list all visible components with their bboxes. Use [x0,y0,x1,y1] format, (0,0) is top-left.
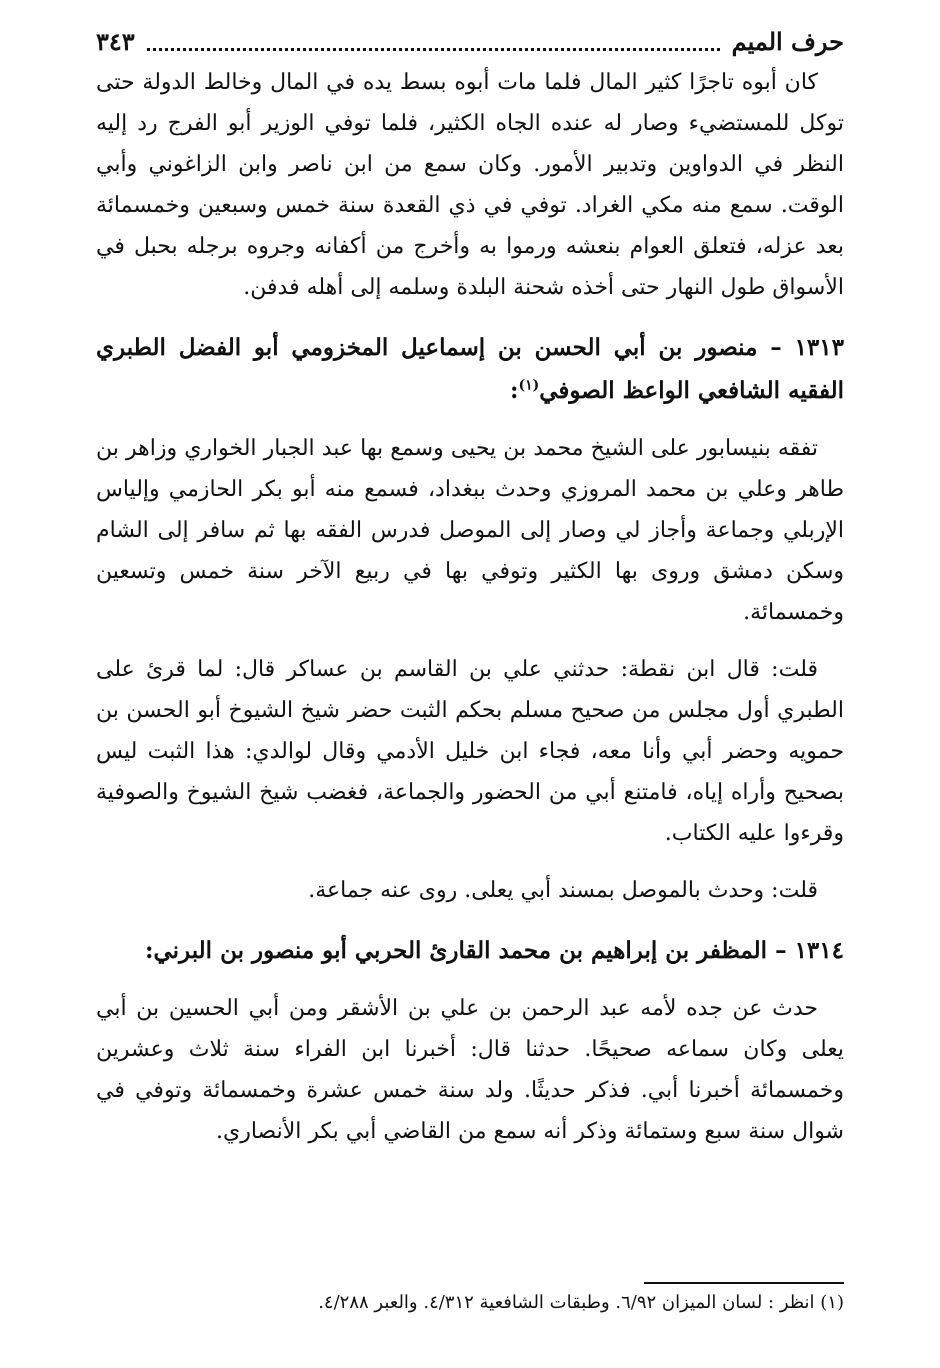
header-leader-dots [147,34,720,51]
footnote: (١) انظر : لسان الميزان ٦/٩٢. وطبقات الشافعية ٤/٣١٢. والعبر ٤/٢٨٨. [318,1292,844,1313]
page-number: ٣٤٣ [96,27,135,56]
entry-1313-title [96,326,844,412]
intro-paragraph: كان أبوه تاجرًا كثير المال فلما مات أبوه بسط يده في المال وخالط الدولة حتى توكل للمستضيء وصار له عنده الجاه الكثير، فلما توفي الوزير أبو الفرج رد إليه النظر في الدواوين وتدبير الأمور. وكان سمع من ابن ناصر وابن الزاغوني وأبي الوقت. سمع منه مكي الغراد. توفي في ذي القعدة سنة خمس وسبعين وخمسمائة بعد عزله، فتعلق العوام بنعشه ورموا به وأخرج من أكفانه وجروه برجله بحبل في الأسواق طول النهار حتى أخذه شحنة البلدة وسلمه إلى أهله فدفن. [96,70,844,300]
entry-1313-title-text: ١٣١٣ – منصور بن أبي الحسن بن إسماعيل المخزومي أبو الفضل الطبري الفقيه الشافعي الواعظ الصوفي [96,334,844,404]
entry-1313-paragraph-1: تفقه بنيسابور على الشيخ محمد بن يحيى وسمع بها عبد الجبار الخواري وزاهر بن طاهر وعلي بن محمد المروزي وحدث ببغداد، فسمع منه أبو بكر الحازمي وإلياس الإربلي وجماعة وأجاز لي وصار إلى الموصل فدرس الفقه بها ثم سافر إلى الشام وسكن دمشق وروى بها الكثير وتوفي بها في ربيع الآخر سنة خمس وتسعين وخمسمائة. [96,436,844,625]
entry-1314-paragraph-1: حدث عن جده لأمه عبد الرحمن بن علي بن الأشقر ومن أبي الحسين بن أبي يعلى وكان سماعه صحيحًا. حدثنا قال: أخبرنا ابن الفراء سنة ثلاث وعشرين وخمسمائة أخبرنا أبي. فذكر حديثًا. ولد سنة خمس عشرة وخمسمائة وتوفي في شوال سنة سبع وستمائة وذكر أنه سمع من القاضي أبي بكر الأنصاري. [96,996,844,1144]
entry-1313-title-colon: : [509,377,519,404]
chapter-title: حرف الميم [731,27,844,56]
entry-1313-paragraph-3: قلت: وحدث بالموصل بمسند أبي يعلى. روى عنه جماعة. [308,878,818,903]
entry-1314-title: ١٣١٤ – المظفر بن إبراهيم بن محمد القارئ الحربي أبو منصور بن البرني: [144,937,844,964]
footnote-reference[interactable]: (١) [518,377,540,394]
footnote-separator [644,1282,844,1284]
running-header [96,22,844,62]
entry-1313-paragraph-2: قلت: قال ابن نقطة: حدثني علي بن القاسم بن عساكر قال: لما قرئ على الطبري أول مجلس من صحيح مسلم بحكم الثبت حضر شيخ الشيوخ أبو الحسن بن حمويه وحضر أبي وأنا معه، فجاء ابن خليل الأدمي وقال لوالدي: هذا الثبت ليس بصحيح وأراه إياه، فامتنع أبي من الحضور والجماعة، فغضب شيخ الشيوخ والصوفية وقرءوا عليه الكتاب. [96,657,844,846]
